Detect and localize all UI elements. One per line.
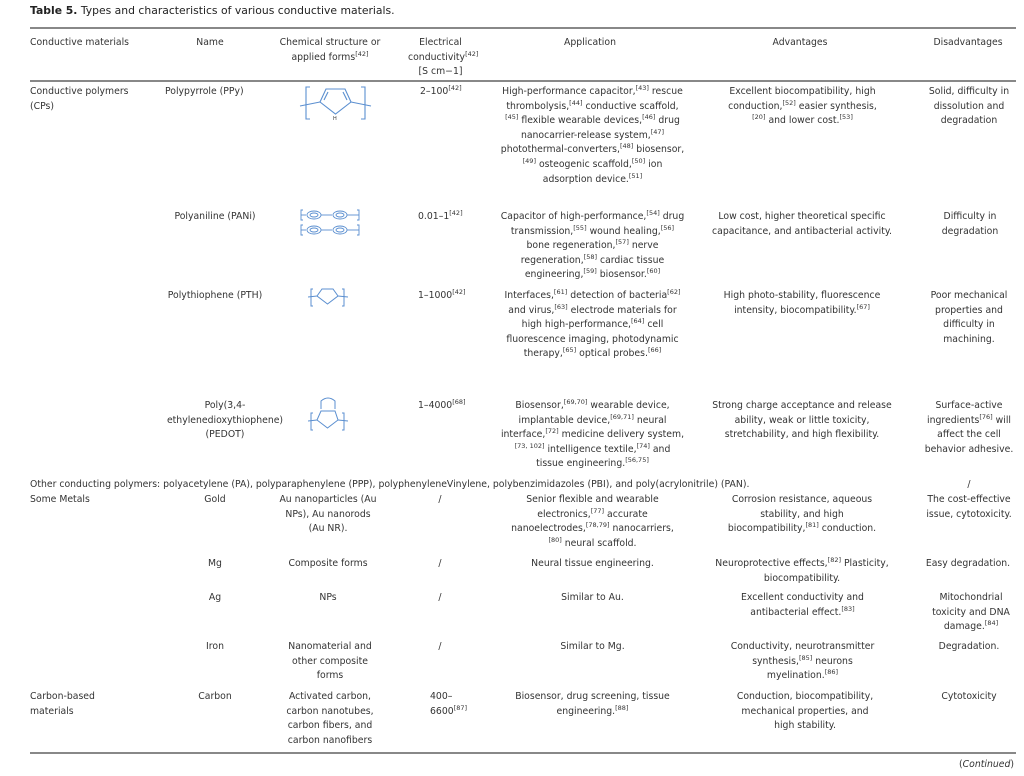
text-segment: neural interface, <box>500 414 667 441</box>
citation-ref: [44] <box>569 98 583 107</box>
text-segment: and virus, <box>508 304 555 316</box>
citation-ref: [43] <box>635 83 649 92</box>
citation-ref: [82] <box>827 555 841 564</box>
conductivity-gold: / <box>438 494 442 505</box>
citation-ref: [47] <box>650 127 665 136</box>
text-segment: flexible wearable devices, <box>518 115 643 127</box>
disadvantages-pth: Poor mechanical properties and difficulty in machining. <box>930 290 1008 345</box>
application-pedot <box>500 399 685 472</box>
header-materials: Conductive materials <box>30 37 130 48</box>
disadvantages-iron: Degradation. <box>938 641 1000 652</box>
conductivity-mg: / <box>438 558 442 569</box>
text-segment: Neuroprotective effects, <box>715 558 828 569</box>
conductivity-value: 1–4000 <box>418 400 453 411</box>
citation-ref: [59] <box>583 267 597 276</box>
citation-ref: [67] <box>856 302 870 311</box>
citation-ref: [46] <box>642 113 656 122</box>
citation-ref: [52] <box>782 98 796 107</box>
polypyrrole-structure-icon <box>298 84 373 122</box>
text-segment: neurons myelination. <box>766 655 853 682</box>
citation-ref: [69,71] <box>610 412 634 421</box>
citation-ref: [80] <box>548 535 562 544</box>
header-conductivity <box>408 36 479 80</box>
continued-label: Continued <box>962 759 1011 770</box>
citation-ref: [83] <box>841 604 855 613</box>
text-segment: Interfaces, <box>504 290 554 301</box>
conductivity-pedot <box>418 399 478 414</box>
advantages-pth <box>712 289 892 318</box>
header-conductivity-text: Electrical conductivity <box>408 37 466 63</box>
application-ag: Similar to Au. <box>561 592 624 603</box>
text-segment: Capacitor of high-performance, <box>500 211 647 222</box>
conductivity-ref: [68] <box>452 397 466 406</box>
citation-ref: [61] <box>553 287 568 296</box>
forms-ag: NPs <box>319 592 337 603</box>
text-segment: osteogenic scaffold, <box>535 158 632 170</box>
citation-ref: [78,79] <box>585 521 610 530</box>
text-segment: Plasticity, biocompatibility. <box>763 558 889 584</box>
category-carbon-text: Carbon-based materials <box>30 691 95 717</box>
conductivity-ref: [42] <box>448 83 462 92</box>
conductivity-pani <box>418 210 478 225</box>
conductivity-value: 1–1000 <box>418 290 453 301</box>
bottom-rule <box>30 752 1016 754</box>
citation-ref: [69,70] <box>563 397 588 406</box>
text-segment: easier synthesis, <box>795 100 877 112</box>
citation-ref: [54] <box>646 208 660 217</box>
citation-ref: [48] <box>619 142 634 151</box>
continued-note <box>959 758 1014 773</box>
text-segment: High-performance capacitor, <box>502 86 636 97</box>
header-rule <box>30 80 1016 82</box>
application-ppy <box>500 85 685 187</box>
text-segment: Surface-active ingredients <box>927 400 1003 426</box>
citation-ref: [86] <box>824 668 839 677</box>
citation-ref: [74] <box>636 441 650 450</box>
name-pth: Polythiophene (PTH) <box>167 290 263 301</box>
application-pani <box>500 210 685 283</box>
text-segment: Senior flexible and wearable electronics, <box>526 494 659 520</box>
table-label: Table 5. <box>30 4 78 17</box>
disadvantages-pedot <box>922 399 1016 457</box>
conductivity-value: 0.01–1 <box>418 211 450 222</box>
conductivity-value: 400–6600 <box>430 691 454 717</box>
name-pedot: Poly(3,4-ethylenedioxythiophene) (PEDOT) <box>166 400 284 441</box>
text-segment: biosensor, <box>633 144 685 156</box>
polyaniline-structure-icon <box>300 208 362 238</box>
disadvantages-ppy: Solid, difficulty in dissolution and degradation <box>928 86 1010 127</box>
citation-ref: [66] <box>647 346 662 355</box>
text-segment: Mitochondrial toxicity and DNA damage. <box>932 592 1010 633</box>
text-segment: Biosensor, drug screening, tissue engineering. <box>515 691 670 717</box>
text-segment: High photo-stability, fluorescence intensity, biocompatibility. <box>723 290 881 316</box>
name-mg: Mg <box>208 558 222 569</box>
advantages-pani: Low cost, higher theoretical specific capacitance, and antibacterial activity. <box>712 211 892 237</box>
table-caption <box>30 4 395 19</box>
citation-ref: [64] <box>631 317 645 326</box>
text-segment: Biosensor, <box>515 400 564 411</box>
disadvantages-ag <box>926 591 1016 635</box>
forms-gold: Au nanoparticles (Au NPs), Au nanorods (Au NR). <box>279 494 377 535</box>
advantages-ppy <box>725 85 880 129</box>
conductivity-ppy <box>420 85 480 100</box>
citation-ref: [85] <box>798 653 813 662</box>
conductivity-ref: [42] <box>449 208 463 217</box>
header-advantages: Advantages <box>772 37 828 48</box>
citation-ref: [51] <box>628 171 643 180</box>
advantages-mg <box>712 557 892 586</box>
citation-ref: [63] <box>554 302 568 311</box>
text-segment: ion adsorption device. <box>542 158 663 185</box>
conductivity-iron: / <box>438 641 442 652</box>
conductivity-ref: [87] <box>453 703 468 712</box>
citation-ref: [62] <box>667 287 681 296</box>
citation-ref: [88] <box>615 703 629 712</box>
citation-ref: [53] <box>839 113 853 122</box>
citation-ref: [81] <box>805 521 819 530</box>
text-segment: biosensor. <box>596 269 647 281</box>
conductivity-carbon <box>430 690 475 719</box>
conductivity-pth <box>418 289 478 304</box>
name-gold: Gold <box>204 494 226 505</box>
citation-ref: [50] <box>631 156 646 165</box>
text-segment: detection of bacteria <box>567 290 668 301</box>
category-metals: Some Metals <box>30 494 90 505</box>
advantages-carbon: Conduction, biocompatibility, mechanical properties, and high stability. <box>736 691 874 732</box>
name-ag: Ag <box>208 592 222 603</box>
text-segment: medicine delivery system, <box>558 429 685 441</box>
application-iron: Similar to Mg. <box>560 641 625 652</box>
conductivity-value: 2–100 <box>420 86 449 97</box>
text-segment: wearable device, implantable device, <box>518 400 670 426</box>
forms-carbon: Activated carbon, carbon nanotubes, carbon fibers, and carbon nanofibers <box>286 691 374 746</box>
text-segment: drug nanocarrier-release system, <box>520 115 680 141</box>
citation-ref: [45] <box>505 113 519 122</box>
name-pani: Polyaniline (PANi) <box>174 211 256 222</box>
polythiophene-structure-icon <box>308 287 348 309</box>
advantages-iron <box>730 640 875 684</box>
citation-ref: [84] <box>984 619 999 628</box>
header-disadvantages: Disadvantages <box>933 37 1003 48</box>
disadvantages-other: / <box>967 479 971 490</box>
header-structure <box>270 36 390 65</box>
advantages-gold <box>722 493 882 537</box>
forms-iron: Nanomaterial and other composite forms <box>288 641 372 682</box>
svg-text:H: H <box>333 116 337 122</box>
text-segment: drug transmission, <box>510 211 685 237</box>
disadvantages-mg: Easy degradation. <box>925 558 1011 569</box>
text-segment: photothermal-converters, <box>500 144 620 156</box>
text-segment: conductive scaffold, <box>582 100 679 112</box>
text-segment: cardiac tissue engineering, <box>524 254 665 281</box>
table-title: Types and characteristics of various conductive materials. <box>77 4 395 17</box>
text-segment: optical probes. <box>576 348 648 360</box>
text-segment: will affect the cell behavior adhesive. <box>924 414 1014 455</box>
advantages-pedot: Strong charge acceptance and release ability, weak or little toxicity, stretchability, and high flexibility. <box>712 400 892 441</box>
text-segment: conduction. <box>818 523 877 535</box>
other-polymers-note: Other conducting polymers: polyacetylene (PA), polyparaphenylene (PPP), polyphenyleneVinylene, polybenzimidazoles (PBI), and poly(acrylonitrile) (PAN). <box>30 479 750 490</box>
text-segment: wound healing, <box>586 225 661 237</box>
citation-ref: [57] <box>615 238 629 247</box>
application-pth <box>500 289 685 362</box>
advantages-ag <box>730 591 875 620</box>
citation-ref: [73, 102] <box>514 441 545 450</box>
text-segment: rescue thrombolysis, <box>506 86 683 112</box>
forms-mg: Composite forms <box>288 558 368 569</box>
citation-ref: [77] <box>590 506 605 515</box>
text-segment: bone regeneration, <box>526 240 616 252</box>
disadvantages-gold: The cost-effective issue, cytotoxicity. <box>926 494 1012 520</box>
text-segment: Corrosion resistance, aqueous stability, and high biocompatibility, <box>727 494 873 535</box>
conductivity-ref: [42] <box>452 287 466 296</box>
category-cps: Conductive polymers (CPs) <box>30 86 129 112</box>
header-conductivity-unit: [S cm−1] <box>418 66 463 78</box>
text-segment: and tissue engineering. <box>536 443 671 470</box>
text-segment: Excellent biocompatibility, high conduction, <box>728 86 876 112</box>
continued-close: ) <box>1010 759 1014 770</box>
text-segment: nerve regeneration, <box>520 240 659 266</box>
name-carbon: Carbon <box>198 691 232 702</box>
text-segment: Conductivity, neurotransmitter synthesis, <box>730 641 875 667</box>
header-conductivity-ref: [42] <box>465 49 479 58</box>
header-structure-text: Chemical structure or applied forms <box>279 37 381 63</box>
category-carbon <box>30 690 120 719</box>
text-segment: nanocarriers, <box>609 523 674 535</box>
pedot-structure-icon <box>308 393 348 433</box>
citation-ref: [49] <box>522 156 536 165</box>
text-segment: electrode materials for high high-performance, <box>521 304 677 331</box>
disadvantages-carbon: Cytotoxicity <box>941 691 997 702</box>
citation-ref: [20] <box>752 113 766 122</box>
text-segment: intelligence textile, <box>544 443 637 455</box>
header-name: Name <box>196 37 224 48</box>
application-gold <box>510 493 675 551</box>
header-application: Application <box>564 37 616 48</box>
name-ppy: Polypyrrole (PPy) <box>165 86 244 97</box>
citation-ref: [55] <box>573 223 587 232</box>
text-segment: neural scaffold. <box>561 537 637 549</box>
application-carbon <box>505 690 680 719</box>
citation-ref: [60] <box>646 267 661 276</box>
citation-ref: [72] <box>545 427 559 436</box>
continued-open: ( <box>959 759 963 770</box>
citation-ref: [56] <box>660 223 675 232</box>
disadvantages-pani: Difficulty in degradation <box>941 211 999 237</box>
citation-ref: [65] <box>562 346 577 355</box>
citation-ref: [76] <box>979 412 993 421</box>
header-structure-ref: [42] <box>355 49 369 58</box>
text-segment: accurate nanoelectrodes, <box>511 508 648 535</box>
text-segment: Excellent conductivity and antibacterial effect. <box>741 592 864 618</box>
top-rule <box>30 27 1016 29</box>
citation-ref: [58] <box>583 252 597 261</box>
text-segment: cell fluorescence imaging, photodynamic therapy, <box>506 319 679 360</box>
conductivity-ag: / <box>438 592 442 603</box>
citation-ref: [56,75] <box>625 456 649 465</box>
name-iron: Iron <box>206 641 224 652</box>
text-segment: and lower cost. <box>765 115 840 127</box>
application-mg: Neural tissue engineering. <box>531 558 654 569</box>
